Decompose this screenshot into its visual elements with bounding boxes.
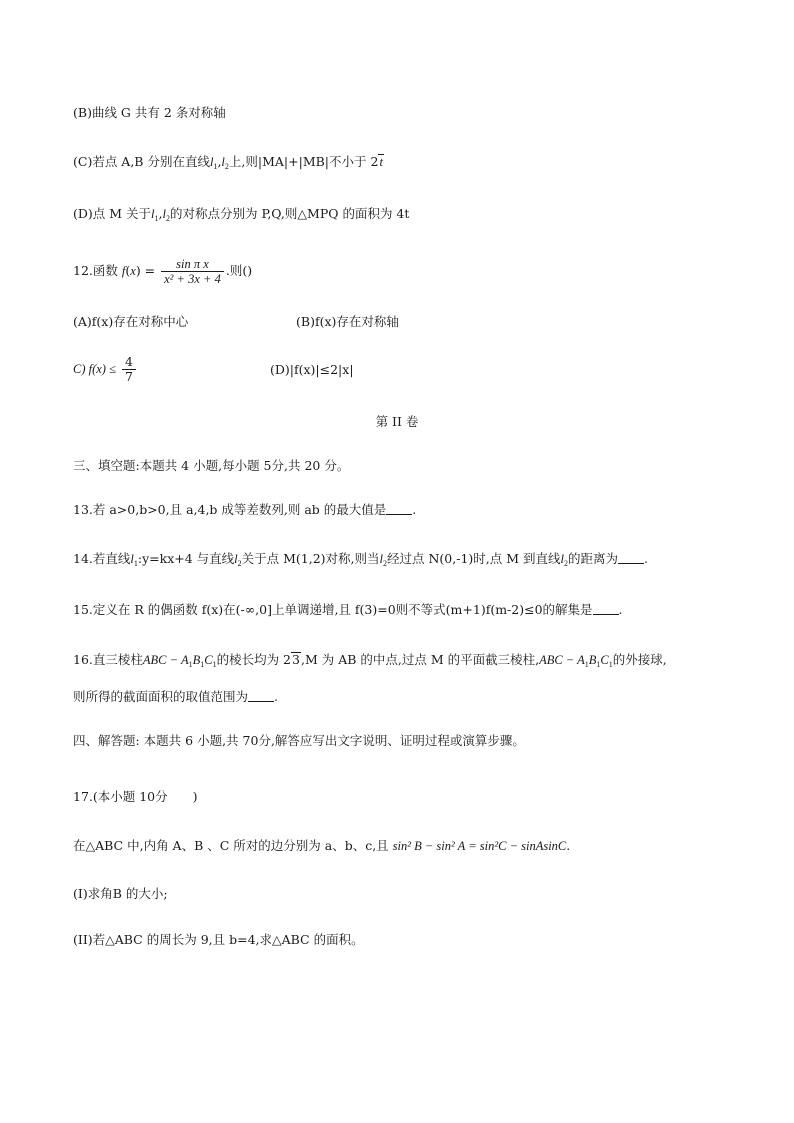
q16-line2 [73, 688, 278, 706]
prism-label: ABC − $A_1B_1C_1$ [539, 653, 613, 669]
q11-option-c: (C)若点 A,B 分别在直线$l_1,l_2$上,则|MA|+|MB|不小于 2t [73, 154, 383, 171]
q17-stem-end: . [566, 838, 571, 853]
q17-stem-text: 在△ABC 中,内角 A、B 、C 所对的边分别为 a、b、c,且 [73, 838, 389, 853]
section-title: 第 II 卷 [375, 414, 419, 429]
answer-blank [618, 551, 644, 564]
sqrt-3: 3 [292, 652, 300, 667]
q12-fraction [161, 257, 224, 286]
sqrt-t: t [379, 155, 383, 169]
q16-text4: 的外接球, [612, 652, 667, 667]
function-f: f [121, 264, 126, 278]
q16-text3: ,M 为 AB 的中点,过点 M 的平面截三棱柱, [300, 652, 540, 667]
q16-end: . [274, 689, 278, 704]
q15 [73, 601, 623, 619]
q16-text5: 则所得的截面面积的取值范围为 [73, 689, 249, 704]
q11-option-d-text: (D)点 M 关于 [73, 206, 152, 221]
q17-stem [73, 837, 570, 855]
q12-option-c [73, 352, 138, 386]
q14-text2: :y=kx+4 与直线 [137, 551, 235, 566]
q12-denominator: x² + 3x + 4 [164, 272, 221, 286]
line-l1: $l_1$ [209, 155, 218, 171]
q11-option-d: (D)点 M 关于$l_1,l_2$的对称点分别为 P,Q,则△MPQ 的面积为 4t [73, 206, 410, 223]
q12-stem: 12.函数 f(x) = $\frac{\text{sin π x}}{\text{x² + 3x + 4}}$ .则() [73, 257, 253, 286]
q14-text5: 的距离为 [568, 551, 619, 566]
q11-option-b: (B)曲线 G 共有 2 条对称轴 [73, 105, 226, 120]
line-l2: $l_2$ [234, 552, 242, 568]
line-l2: $l_2$ [560, 552, 568, 568]
q13-text: 13.若 a>0,b>0,且 a,4,b 成等差数列,则 ab 的最大值是 [73, 502, 387, 517]
q12-option-c-num: 4 [122, 355, 136, 370]
q12-stem-end: .则() [225, 263, 253, 278]
answer-blank [593, 602, 619, 615]
q17-part2: (II)若△ABC 的周长为 9,且 b=4,求△ABC 的面积。 [73, 932, 364, 947]
q12-numerator: sin π x [161, 257, 224, 272]
q15-text: 15.定义在 R 的偶函数 f(x)在(-∞,0]上单调递增,且 f(3)=0则不等式(m+1)f(m-2)≤0的解集是 [73, 602, 593, 617]
line-l1: $l_1$ [151, 207, 159, 223]
q16-text2: 的棱长均为 2 [216, 652, 292, 667]
q13 [73, 501, 416, 519]
q12-option-d: (D)|f(x)|≤2|x| [270, 362, 354, 377]
q14-text4: 经过点 N(0,-1)时,点 M 到直线 [387, 551, 561, 566]
q15-end: . [618, 602, 623, 617]
q13-end: . [412, 502, 417, 517]
q16-line1 [73, 651, 667, 674]
answer-blank [386, 502, 412, 515]
q12-option-c-text: C) f(x) ≤ [73, 362, 116, 376]
line-l2: $l_2$ [379, 552, 388, 568]
prism-label: ABC − $A_1B_1C_1$ [142, 653, 217, 669]
q17-equation: sin² B − sin² A = sin²C − sinAsinC [392, 839, 567, 853]
q14-end: . [644, 551, 648, 566]
part4-heading: 四、解答题: 本题共 6 小题,共 70分,解答应写出文字说明、证明过程或演算步骤。 [73, 733, 525, 748]
q12-option-a: (A)f(x)存在对称中心 [73, 314, 189, 329]
q16-text: 16.直三棱柱 [73, 652, 143, 667]
line-l2: $l_2$ [221, 155, 229, 171]
part3-heading: 三、填空题:本题共 4 小题,每小题 5分,共 20 分。 [73, 458, 350, 473]
q14-text3: 关于点 M(1,2)对称,则当 [241, 551, 380, 566]
q11-option-c-text: (C)若点 A,B 分别在直线 [73, 154, 210, 169]
q12-option-c-fraction [122, 355, 136, 384]
line-l1: $l_1$ [130, 552, 138, 568]
q12-option-c-den: 7 [124, 369, 133, 384]
q17-part1: (I)求角B 的大小; [73, 886, 168, 901]
q11-option-c-text2: 上,则|MA|+|MB|不小于 2 [228, 154, 379, 169]
q14 [73, 550, 648, 573]
q12-option-b: (B)f(x)存在对称轴 [296, 314, 399, 329]
q12-stem-text: 12.函数 [73, 263, 118, 278]
answer-blank [248, 689, 274, 702]
q11-option-d-text2: 的对称点分别为 P,Q,则△MPQ 的面积为 4t [169, 206, 410, 221]
line-l2: $l_2$ [162, 207, 170, 223]
q14-text: 14.若直线 [73, 551, 131, 566]
q17-title: 17.(本小题 10分 ) [73, 789, 198, 804]
